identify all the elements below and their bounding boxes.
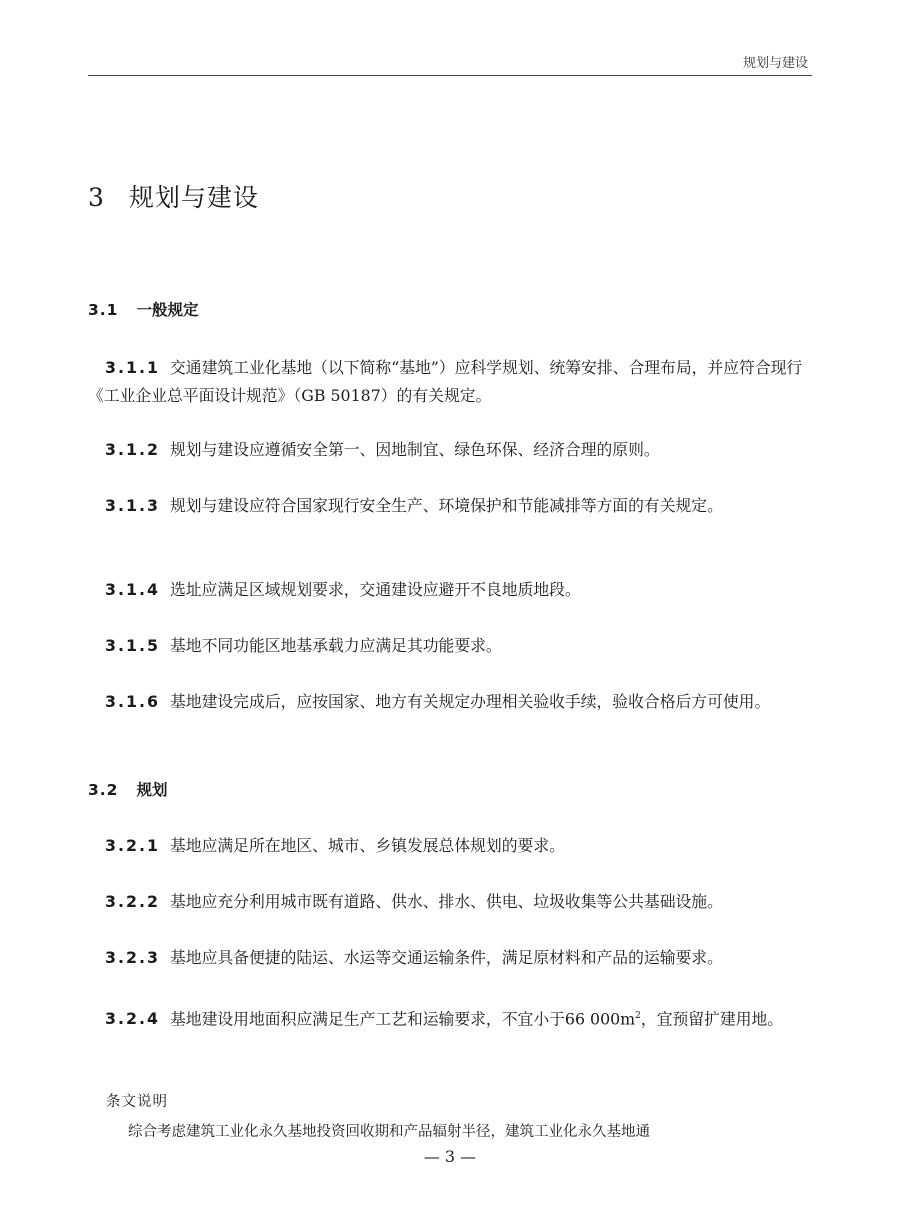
clause-number: 3.1.5 xyxy=(105,636,160,655)
clause-3-1-2 xyxy=(88,436,812,464)
clause-number: 3.2.3 xyxy=(105,948,160,967)
clause-3-1-1 xyxy=(88,354,812,410)
clause-text: 交通建筑工业化基地（以下简称“基地”）应科学规划、统筹安排、合理布局，并应符合现行《工业企业总平面设计规范》（GB 50187）的有关规定。 xyxy=(88,358,803,405)
header-rule xyxy=(88,75,812,76)
clause-3-1-5 xyxy=(88,632,812,660)
chapter-number: 3 xyxy=(88,183,105,212)
section-heading-3-1 xyxy=(88,298,198,320)
section-heading-3-2 xyxy=(88,778,167,800)
page-number: — 3 — xyxy=(423,1147,477,1166)
clause-number: 3.2.1 xyxy=(105,836,160,855)
clause-3-2-2 xyxy=(88,888,812,916)
clause-3-1-3 xyxy=(88,492,812,520)
section-number: 3.2 xyxy=(88,781,119,799)
section-number: 3.1 xyxy=(88,301,119,319)
clause-3-2-1 xyxy=(88,832,812,860)
chapter-title-text: 规划与建设 xyxy=(128,183,259,212)
clause-3-1-6 xyxy=(88,688,812,716)
clause-number: 3.1.1 xyxy=(105,358,160,377)
clause-text: 规划与建设应符合国家现行安全生产、环境保护和节能减排等方面的有关规定。 xyxy=(169,496,723,515)
clause-text-continued: ，宜预留扩建用地。 xyxy=(640,1009,784,1029)
commentary-text: 综合考虑建筑工业化永久基地投资回收期和产品辐射半径，建筑工业化永久基地通 xyxy=(128,1124,650,1140)
clause-text: 基地应具备便捷的陆运、水运等交通运输条件，满足原材料和产品的运输要求。 xyxy=(169,948,723,967)
clause-number: 3.1.4 xyxy=(105,580,160,599)
clause-number: 3.1.2 xyxy=(105,440,160,459)
area-unit-superscript: 2 xyxy=(635,1011,641,1021)
clause-text: 基地建设用地面积应满足生产工艺和运输要求，不宜小于66 000m xyxy=(169,1009,636,1029)
clause-text: 基地应充分利用城市既有道路、供水、排水、供电、垃圾收集等公共基础设施。 xyxy=(169,892,723,911)
clause-text: 规划与建设应遵循安全第一、因地制宜、绿色环保、经济合理的原则。 xyxy=(169,440,660,459)
clause-text: 基地建设完成后，应按国家、地方有关规定办理相关验收手续，验收合格后方可使用。 xyxy=(169,692,771,711)
running-head: 规划与建设 xyxy=(742,56,808,71)
section-title: 一般规定 xyxy=(136,301,199,319)
commentary-title: 条文说明 xyxy=(106,1094,168,1110)
clause-text: 选址应满足区域规划要求，交通建设应避开不良地质地段。 xyxy=(169,580,581,599)
clause-number: 3.1.3 xyxy=(105,496,160,515)
chapter-title xyxy=(88,178,259,214)
clause-text: 基地应满足所在地区、城市、乡镇发展总体规划的要求。 xyxy=(169,836,565,855)
clause-3-2-4 xyxy=(88,1002,812,1033)
clause-number: 3.2.4 xyxy=(105,1009,160,1029)
clause-text: 基地不同功能区地基承载力应满足其功能要求。 xyxy=(169,636,502,655)
clause-3-1-4 xyxy=(88,576,812,604)
clause-number: 3.1.6 xyxy=(105,692,160,711)
clause-number: 3.2.2 xyxy=(105,892,160,911)
clause-3-2-3 xyxy=(88,944,812,972)
section-title: 规划 xyxy=(136,781,168,799)
